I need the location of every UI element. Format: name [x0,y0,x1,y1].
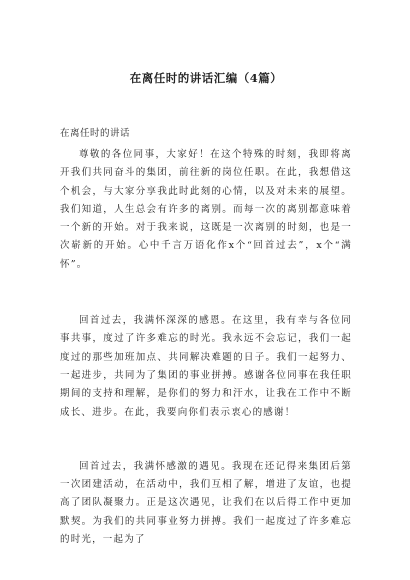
paragraph-2: 回首过去，我满怀深深的感恩。在这里，我有幸与各位同事共事，度过了许多难忘的时光。我永远不会忘记，我们一起度过的那些加班加点、共同解决难题的日子。我们一起努力、一起进步，共同为了集团的事业拼搏。感谢各位同事在我任职期间的支持和理解，是你们的努力和汗水，让我在工作中不断成长、进步。在此，我要向你们表示衷心的感谢！ [60,315,352,418]
paragraph-spacer [60,274,352,312]
paragraph-1: 尊敬的各位同事，大家好！在这个特殊的时刻，我即将离开我们共同奋斗的集团，前往新的岗位任职。在此，我想借这个机会，与大家分享我此时此刻的心情，以及对未来的展望。我们知道，人生总会有许多的离别。而每一次的离别都意味着一个新的开始。对于我来说，这既是一次离别的时刻，也是一次崭新的开始。心中千言万语化作x个“回首过去”，x个“满怀”。 [60,149,352,270]
paragraph-spacer [60,422,352,458]
section-heading: 在离任时的讲话 [60,128,131,139]
document-title: 在离任时的讲话汇编（4篇） [129,71,283,85]
paragraph-3: 回首过去，我满怀感激的遇见。我现在还记得来集团后第一次团建活动，在活动中，我们互相了解，增进了友谊，也提高了团队凝聚力。正是这次遇见，让我们在以后得工作中更加默契。为我们的共同事业努力拼搏。我们一起度过了许多难忘的时光，一起为了 [60,460,352,546]
